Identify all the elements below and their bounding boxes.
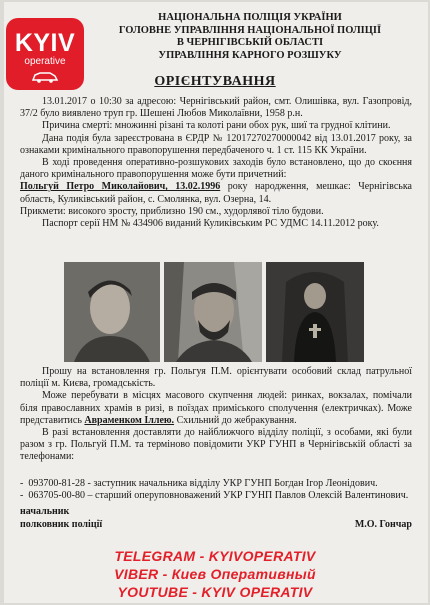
signature-role-1: начальник — [20, 506, 70, 517]
signature-name: М.О. Гончар — [354, 518, 412, 530]
suspect-passport: Паспорт серії НМ № 434906 виданий Куликівським РС УДМС 14.11.2012 року. — [42, 218, 379, 230]
logo-subtitle: operative — [24, 56, 66, 67]
header-line-1: НАЦІОНАЛЬНА ПОЛІЦІЯ УКРАЇНИ — [158, 12, 342, 23]
signature-block — [20, 506, 412, 531]
suspect-address: року народження, мешкає: Чернігівська область, Куликівський район, с. Смолянка, вул. Озерна, 14. — [20, 181, 412, 205]
request-text — [20, 366, 412, 464]
suspect-photo-1 — [64, 262, 160, 362]
paragraph-registration: Дана подія була зареєстрована в ЄРДР № 12017270270000042 від 13.01.2017 року, за ознаками кримінального правопорушення передбаченого ч. 1 ст. 115 КК України. — [20, 132, 412, 156]
phone-list — [20, 478, 412, 502]
phone-item: - 093700-81-28 - заступник начальника відділу УКР ГУНП Богдан Ігор Леонідович. — [20, 478, 378, 489]
suspect-signs: Прикмети: високого зросту, приблизно 190 см., худорлявої тіло будови. — [20, 205, 324, 217]
paragraph-request: Прошу на встановлення гр. Польгуя П.М. орієнтувати особовий склад патрульної поліції м. Києва, громадськість. — [20, 366, 412, 390]
logo-word: KYIV — [14, 29, 76, 57]
document-title: ОРІЄНТУВАННЯ — [154, 74, 276, 89]
paragraph-investigation: В ході проведення оперативно-розшукових заходів було встановлено, що до скоєння даного кримінального правопорушення може бути причетний: — [20, 157, 412, 181]
suspect-photos — [64, 262, 364, 364]
suspect-name: Польгуй Петро Миколайович, 13.02.1996 — [20, 181, 221, 193]
agency-header — [90, 12, 410, 62]
paragraph-whereabouts: Може перебувати в місцях масового скупчення людей: ринках, вокзалах, помічали біля православних храмів в ризі, в поїздах приміського сполучення (електричках). Може представитись Авраменком Іллею. Схильний до жебракування. — [20, 390, 412, 426]
paragraph-cause: Причина смерті: множинні різані та колоті рани обох рук, шиї та грудної клітини. — [42, 120, 391, 132]
paragraph-incident: 13.01.2017 о 10:30 за адресою: Чернігівський район, смт. Олишівка, вул. Газопровід, 37/2 було виявлено труп гр. Шешені Любов Миколаївни, 1958 р.н. — [20, 96, 412, 120]
promo-viber: VIBER - Киев Оперативный — [114, 566, 316, 582]
promo-youtube: YOUTUBE - KYIV OPERATIV — [117, 584, 313, 600]
paragraph-instructions: В разі встановлення доставляти до найближчого відділу поліції, з особами, які були разом з гр. Польгуй П.М. та терміново повідомити УКР ГУНП в Чернігівській області за телефонами: — [20, 427, 412, 463]
suspect-photo-3 — [266, 262, 364, 362]
header-line-4: УПРАВЛІННЯ КАРНОГО РОЗШУКУ — [158, 49, 342, 61]
header-line-3: В ЧЕРНІГІВСЬКІЙ ОБЛАСТІ — [176, 37, 324, 48]
promo-telegram: TELEGRAM - KYIVOPERATIV — [114, 548, 316, 564]
header-line-2: ГОЛОВНЕ УПРАВЛІННЯ НАЦІОНАЛЬНОЇ ПОЛІЦІЇ — [118, 24, 382, 36]
paragraph-suspect — [20, 181, 412, 205]
alias-name: Авраменком Іллею. — [84, 414, 175, 426]
main-text — [20, 96, 412, 230]
phone-item: - 063705-00-80 – старший оперуповноважений УКР ГУНП Павлов Олексій Валентинович. — [20, 490, 409, 502]
suspect-photo-2 — [164, 262, 262, 362]
signature-role-2: полковник поліції — [20, 518, 103, 530]
